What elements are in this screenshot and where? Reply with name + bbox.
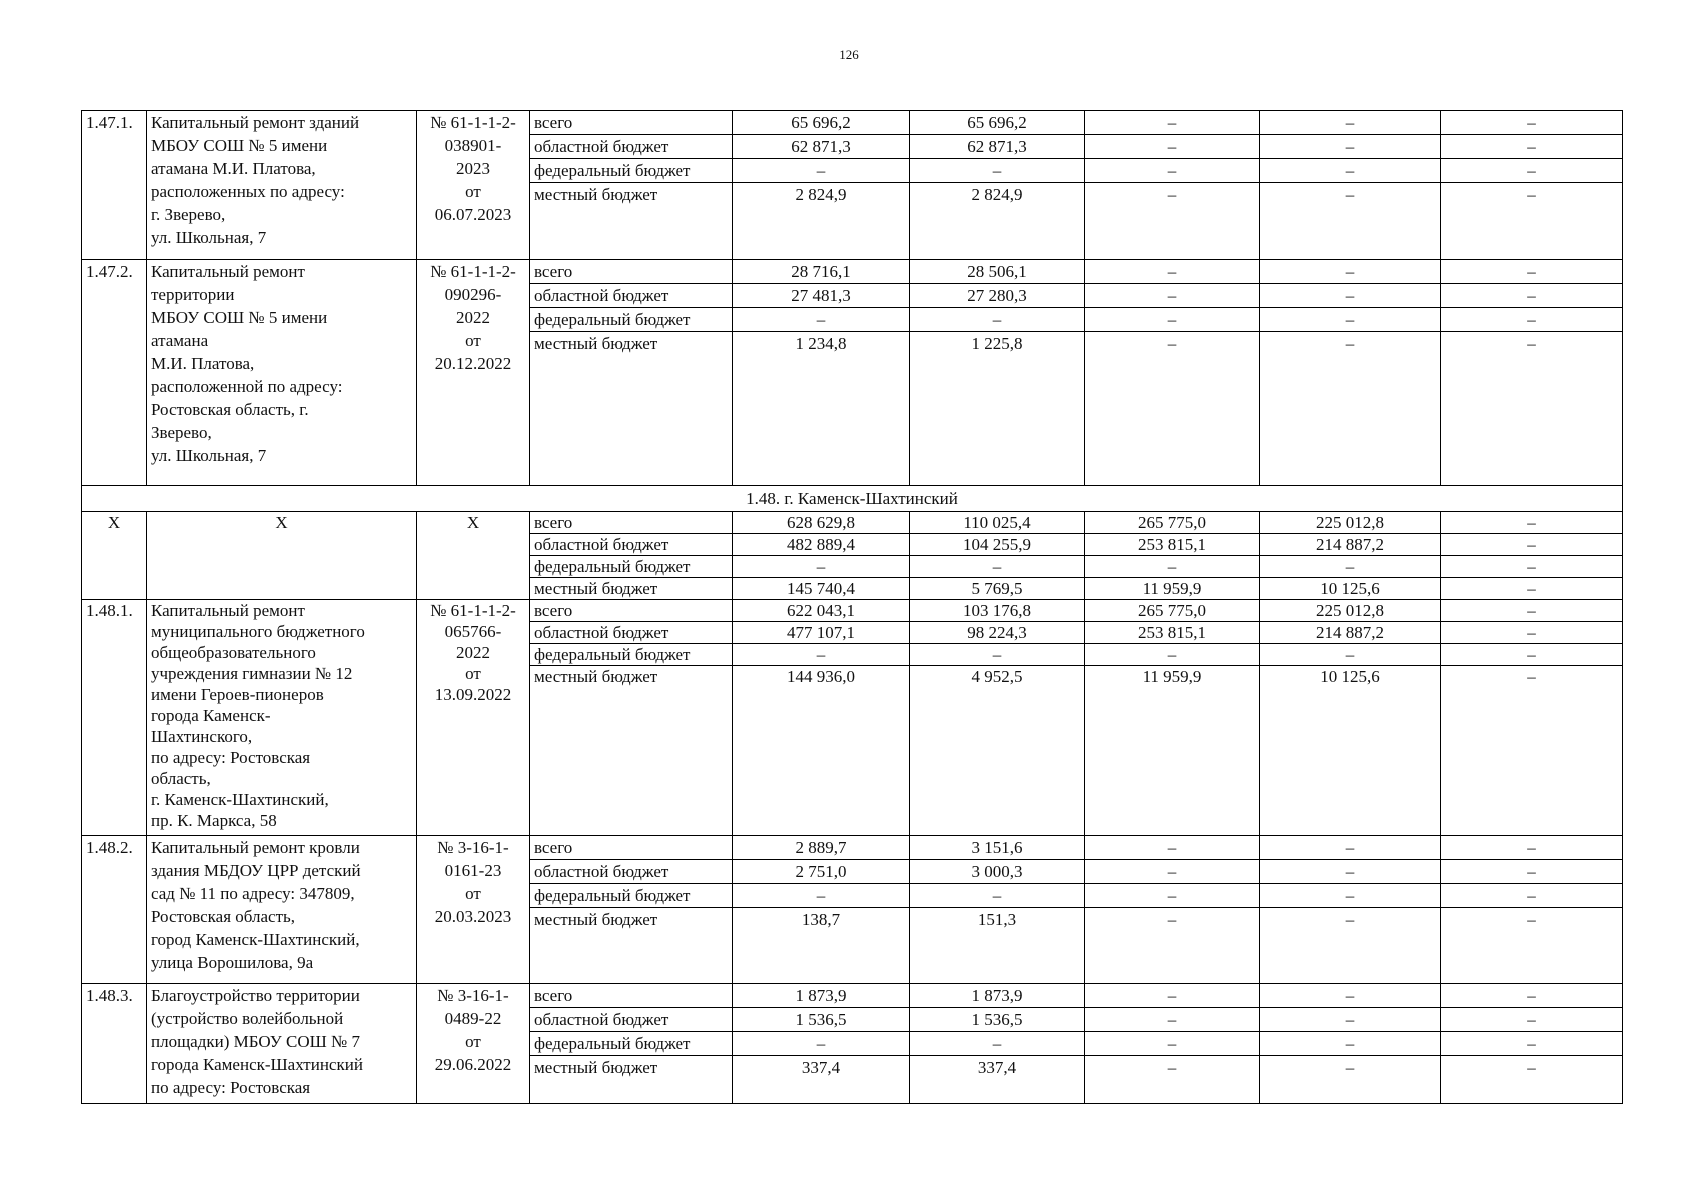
amount-year-3: – [1260, 1008, 1441, 1032]
amount-year-2: 265 775,0 [1085, 512, 1260, 534]
amount-total: 138,7 [733, 908, 910, 984]
amount-year-4: – [1441, 644, 1623, 666]
budget-table [81, 110, 1623, 1104]
item-number: 1.48.2. [82, 836, 147, 984]
amount-year-4: – [1441, 578, 1623, 600]
funding-source: областной бюджет [530, 534, 733, 556]
amount-year-4: – [1441, 183, 1623, 260]
funding-source: федеральный бюджет [530, 308, 733, 332]
table-row [82, 984, 1623, 1008]
amount-year-1: 3 000,3 [910, 860, 1085, 884]
object-name: Капитальный ремонт кровли здания МБДОУ ЦРР детский сад № 11 по адресу: 347809, Ростовская область, город Каменск-Шахтинский, улица Ворошилова, 9а [147, 836, 417, 984]
item-number: Х [82, 512, 147, 600]
amount-year-1: 1 225,8 [910, 332, 1085, 486]
amount-year-4: – [1441, 1056, 1623, 1104]
amount-year-1: 2 824,9 [910, 183, 1085, 260]
amount-year-2: – [1085, 183, 1260, 260]
amount-year-3: – [1260, 1056, 1441, 1104]
amount-year-1: – [910, 159, 1085, 183]
object-name: Капитальный ремонт территории МБОУ СОШ № 5 имени атамана М.И. Платова, расположенной по адресу: Ростовская область, г. Зверево, ул. Школьная, 7 [147, 260, 417, 486]
table-row [82, 260, 1623, 284]
amount-year-3: – [1260, 260, 1441, 284]
table-row [82, 600, 1623, 622]
amount-year-2: 265 775,0 [1085, 600, 1260, 622]
amount-year-2: – [1085, 908, 1260, 984]
table-row [82, 836, 1623, 860]
amount-year-1: 65 696,2 [910, 111, 1085, 135]
amount-year-2: – [1085, 984, 1260, 1008]
object-name: Благоустройство территории (устройство волейбольной площадки) МБОУ СОШ № 7 города Каменск-Шахтинский по адресу: Ростовская [147, 984, 417, 1104]
item-number: 1.48.3. [82, 984, 147, 1104]
amount-total: 145 740,4 [733, 578, 910, 600]
amount-year-1: 5 769,5 [910, 578, 1085, 600]
amount-year-3: – [1260, 836, 1441, 860]
amount-year-1: 3 151,6 [910, 836, 1085, 860]
amount-year-1: – [910, 556, 1085, 578]
amount-year-4: – [1441, 884, 1623, 908]
amount-year-1: 4 952,5 [910, 666, 1085, 836]
object-name: Капитальный ремонт зданий МБОУ СОШ № 5 имени атамана М.И. Платова, расположенных по адресу: г. Зверево, ул. Школьная, 7 [147, 111, 417, 260]
funding-source: областной бюджет [530, 135, 733, 159]
table-row [82, 512, 1623, 534]
funding-source: всего [530, 512, 733, 534]
amount-year-4: – [1441, 984, 1623, 1008]
amount-total: 1 536,5 [733, 1008, 910, 1032]
funding-source: областной бюджет [530, 860, 733, 884]
amount-year-1: 103 176,8 [910, 600, 1085, 622]
amount-year-4: – [1441, 836, 1623, 860]
amount-year-1: 151,3 [910, 908, 1085, 984]
amount-year-4: – [1441, 332, 1623, 486]
amount-total: 628 629,8 [733, 512, 910, 534]
amount-year-3: 10 125,6 [1260, 666, 1441, 836]
amount-total: 27 481,3 [733, 284, 910, 308]
funding-source: местный бюджет [530, 332, 733, 486]
funding-source: местный бюджет [530, 666, 733, 836]
amount-year-4: – [1441, 159, 1623, 183]
amount-year-3: – [1260, 183, 1441, 260]
item-number: 1.48.1. [82, 600, 147, 836]
expertise-number: № 61-1-1-2- 090296- 2022 от 20.12.2022 [417, 260, 530, 486]
funding-source: федеральный бюджет [530, 159, 733, 183]
amount-year-1: – [910, 308, 1085, 332]
amount-year-1: 337,4 [910, 1056, 1085, 1104]
table-row [82, 111, 1623, 135]
amount-year-3: – [1260, 644, 1441, 666]
amount-year-4: – [1441, 666, 1623, 836]
amount-year-3: – [1260, 159, 1441, 183]
amount-year-2: – [1085, 644, 1260, 666]
funding-source: всего [530, 600, 733, 622]
amount-total: 2 824,9 [733, 183, 910, 260]
amount-year-3: – [1260, 332, 1441, 486]
expertise-number: № 61-1-1-2- 065766- 2022 от 13.09.2022 [417, 600, 530, 836]
amount-year-3: – [1260, 860, 1441, 884]
amount-total: 482 889,4 [733, 534, 910, 556]
amount-year-1: 104 255,9 [910, 534, 1085, 556]
amount-year-4: – [1441, 135, 1623, 159]
amount-year-3: – [1260, 284, 1441, 308]
amount-year-2: – [1085, 332, 1260, 486]
page-number: 126 [839, 47, 859, 62]
amount-year-4: – [1441, 111, 1623, 135]
amount-year-4: – [1441, 600, 1623, 622]
amount-total: 622 043,1 [733, 600, 910, 622]
amount-year-4: – [1441, 260, 1623, 284]
item-number: 1.47.1. [82, 111, 147, 260]
amount-total: – [733, 308, 910, 332]
amount-year-3: 214 887,2 [1260, 534, 1441, 556]
amount-year-2: – [1085, 884, 1260, 908]
amount-year-1: – [910, 884, 1085, 908]
amount-year-1: 110 025,4 [910, 512, 1085, 534]
amount-year-3: 10 125,6 [1260, 578, 1441, 600]
amount-total: 2 889,7 [733, 836, 910, 860]
amount-year-3: – [1260, 984, 1441, 1008]
funding-source: федеральный бюджет [530, 644, 733, 666]
amount-year-4: – [1441, 534, 1623, 556]
amount-year-3: – [1260, 884, 1441, 908]
amount-total: 62 871,3 [733, 135, 910, 159]
amount-year-2: – [1085, 1032, 1260, 1056]
amount-year-3: 225 012,8 [1260, 600, 1441, 622]
amount-year-2: 253 815,1 [1085, 534, 1260, 556]
amount-year-2: – [1085, 1056, 1260, 1104]
amount-year-1: – [910, 644, 1085, 666]
amount-year-3: – [1260, 1032, 1441, 1056]
amount-total: 28 716,1 [733, 260, 910, 284]
amount-year-4: – [1441, 308, 1623, 332]
amount-year-2: – [1085, 135, 1260, 159]
amount-year-1: 1 873,9 [910, 984, 1085, 1008]
amount-year-2: – [1085, 284, 1260, 308]
item-number: 1.47.2. [82, 260, 147, 486]
amount-total: 1 234,8 [733, 332, 910, 486]
expertise-number: № 3-16-1- 0489-22 от 29.06.2022 [417, 984, 530, 1104]
amount-total: 1 873,9 [733, 984, 910, 1008]
amount-year-3: – [1260, 556, 1441, 578]
funding-source: всего [530, 984, 733, 1008]
amount-year-1: 27 280,3 [910, 284, 1085, 308]
amount-year-2: – [1085, 159, 1260, 183]
object-name: Х [147, 512, 417, 600]
funding-source: областной бюджет [530, 1008, 733, 1032]
amount-total: 337,4 [733, 1056, 910, 1104]
amount-year-2: – [1085, 556, 1260, 578]
amount-total: – [733, 556, 910, 578]
amount-year-2: – [1085, 1008, 1260, 1032]
funding-source: всего [530, 111, 733, 135]
amount-year-4: – [1441, 908, 1623, 984]
amount-year-3: 214 887,2 [1260, 622, 1441, 644]
amount-year-4: – [1441, 284, 1623, 308]
funding-source: всего [530, 260, 733, 284]
object-name: Капитальный ремонт муниципального бюджетного общеобразовательного учреждения гимназии № 12 имени Героев-пионеров города Каменск- Шахтинского, по адресу: Ростовская область, г. Каменск-Шахтинский, пр. К. Маркса, 58 [147, 600, 417, 836]
amount-year-1: 62 871,3 [910, 135, 1085, 159]
amount-year-2: 11 959,9 [1085, 578, 1260, 600]
amount-year-1: 28 506,1 [910, 260, 1085, 284]
funding-source: всего [530, 836, 733, 860]
amount-year-3: – [1260, 908, 1441, 984]
amount-total: 2 751,0 [733, 860, 910, 884]
amount-year-2: – [1085, 260, 1260, 284]
amount-total: – [733, 159, 910, 183]
section-title: 1.48. г. Каменск-Шахтинский [82, 486, 1623, 512]
amount-year-3: – [1260, 111, 1441, 135]
funding-source: местный бюджет [530, 183, 733, 260]
amount-year-2: – [1085, 836, 1260, 860]
amount-total: – [733, 1032, 910, 1056]
funding-source: федеральный бюджет [530, 1032, 733, 1056]
amount-year-3: 225 012,8 [1260, 512, 1441, 534]
amount-year-4: – [1441, 860, 1623, 884]
expertise-number: Х [417, 512, 530, 600]
funding-source: областной бюджет [530, 284, 733, 308]
expertise-number: № 3-16-1- 0161-23 от 20.03.2023 [417, 836, 530, 984]
amount-year-3: – [1260, 308, 1441, 332]
funding-source: областной бюджет [530, 622, 733, 644]
amount-total: 477 107,1 [733, 622, 910, 644]
amount-year-4: – [1441, 622, 1623, 644]
amount-year-4: – [1441, 556, 1623, 578]
amount-year-4: – [1441, 1032, 1623, 1056]
amount-year-1: 1 536,5 [910, 1008, 1085, 1032]
amount-year-2: – [1085, 308, 1260, 332]
funding-source: местный бюджет [530, 1056, 733, 1104]
amount-total: 65 696,2 [733, 111, 910, 135]
funding-source: местный бюджет [530, 578, 733, 600]
expertise-number: № 61-1-1-2- 038901- 2023 от 06.07.2023 [417, 111, 530, 260]
amount-total: 144 936,0 [733, 666, 910, 836]
amount-year-1: – [910, 1032, 1085, 1056]
funding-source: местный бюджет [530, 908, 733, 984]
amount-year-2: – [1085, 111, 1260, 135]
amount-year-1: 98 224,3 [910, 622, 1085, 644]
amount-total: – [733, 644, 910, 666]
amount-year-3: – [1260, 135, 1441, 159]
amount-total: – [733, 884, 910, 908]
section-row [82, 486, 1623, 512]
amount-year-4: – [1441, 1008, 1623, 1032]
amount-year-4: – [1441, 512, 1623, 534]
amount-year-2: – [1085, 860, 1260, 884]
funding-source: федеральный бюджет [530, 556, 733, 578]
amount-year-2: 11 959,9 [1085, 666, 1260, 836]
amount-year-2: 253 815,1 [1085, 622, 1260, 644]
funding-source: федеральный бюджет [530, 884, 733, 908]
